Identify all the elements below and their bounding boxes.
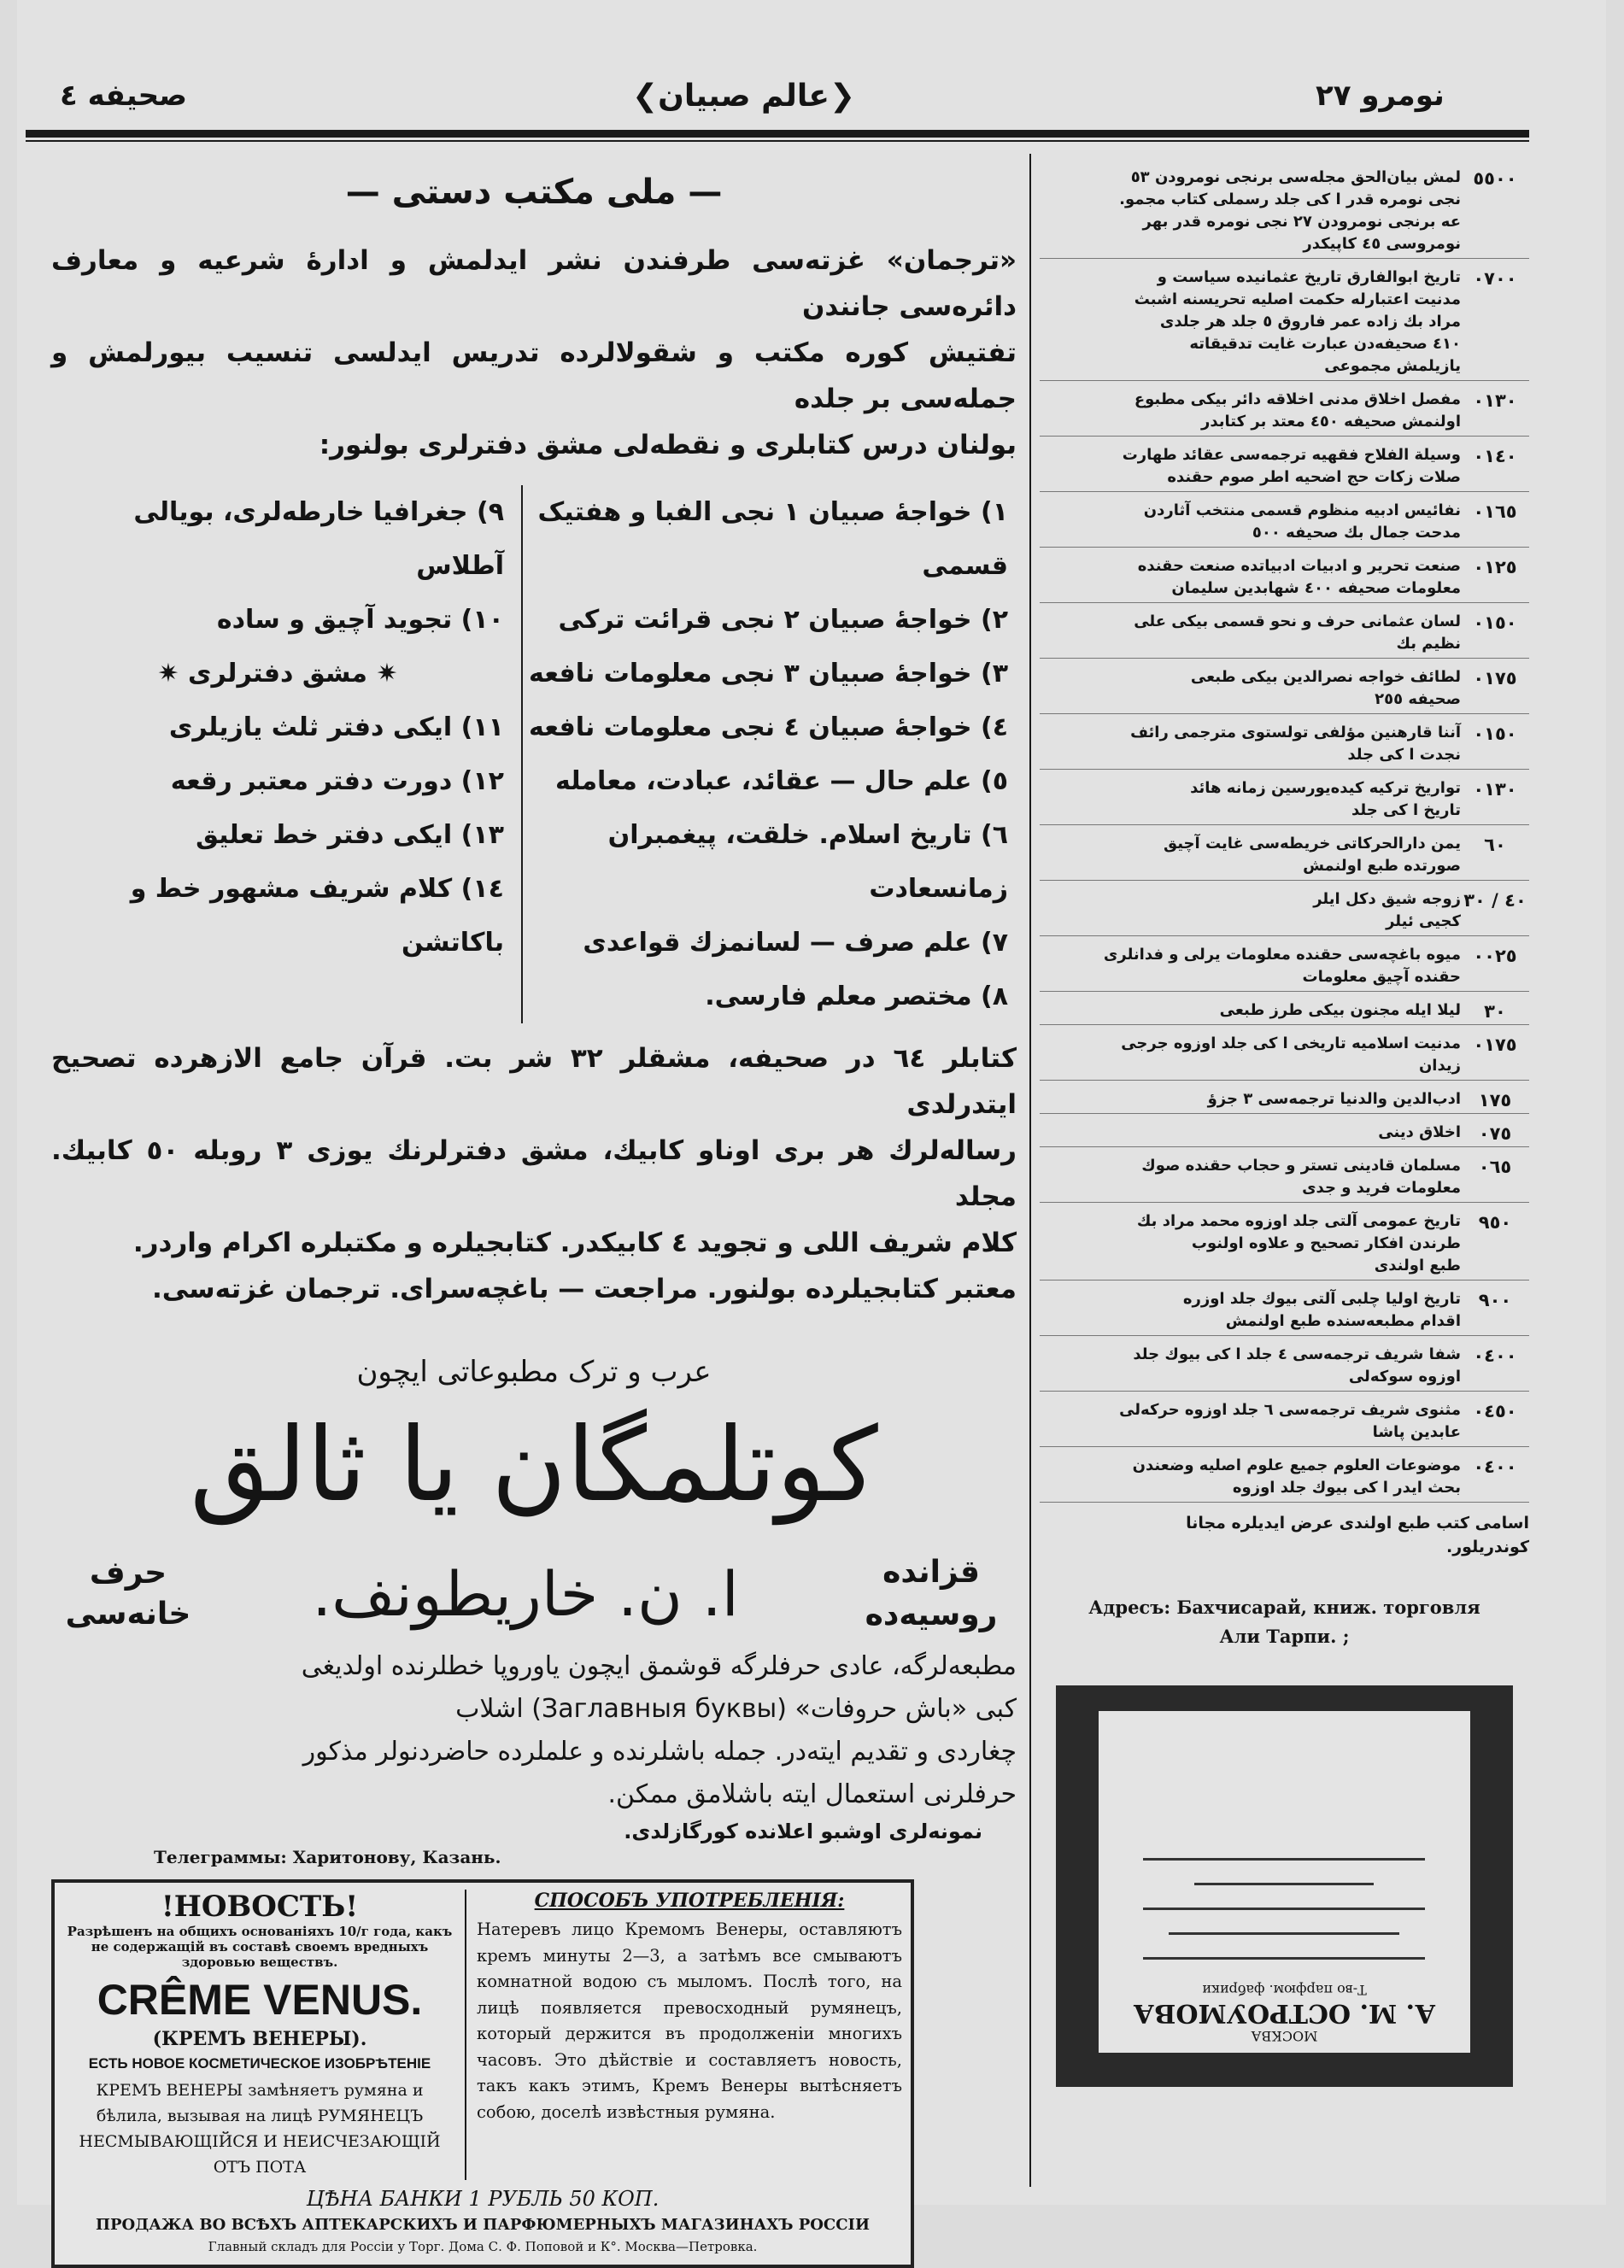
other-items-column bbox=[51, 485, 521, 1023]
type-ad-body bbox=[51, 1645, 1017, 1816]
ornament-icon: ❯ bbox=[632, 79, 659, 114]
description-line: مدحت جمال بك صحیفه ٥٠٠ bbox=[1252, 524, 1461, 542]
description-line: تاریخ ابوالفارق تاریخ عثمانیده سیاست و bbox=[1157, 268, 1461, 286]
news-label: !НОВОСТЬ! bbox=[161, 1890, 359, 1924]
permit-text: Разрѣшенъ на общихъ основаніяхъ 10/г года, какъ не содержащій въ составѣ своемъ вредныхъ здоровью веществъ. bbox=[67, 1924, 453, 1970]
type-ad-name-row bbox=[51, 1551, 1017, 1637]
address-line: Адресъ: Бахчисарай, книж. торговля bbox=[1088, 1597, 1480, 1618]
note-line: کوندریلور. bbox=[1446, 1538, 1529, 1556]
header-rule-thin bbox=[26, 140, 1529, 142]
star-ornament-icon: ✷ bbox=[157, 659, 189, 689]
price-list-entry bbox=[1040, 611, 1529, 659]
details-line: کتابلر ٦٤ در صحیفه، مشقلر ٣٢ شر بت. قرآن جامع الازهرده تصحیح ایتدرلدی bbox=[51, 1043, 1017, 1120]
price-list-entry bbox=[1040, 167, 1529, 259]
description-line: عه برنجی نومرودن ٢٧ نجی نومره قدر بهر bbox=[1142, 213, 1461, 231]
book-price: ٠٠٢٥ bbox=[1473, 946, 1517, 966]
book-description bbox=[1040, 999, 1461, 1022]
type-ad-telegram: Телеграммы: Харитонову, Казань. bbox=[154, 1847, 501, 1867]
price-list-entry bbox=[1040, 1399, 1529, 1447]
price-list-entry bbox=[1040, 777, 1529, 825]
article-lists bbox=[51, 485, 1017, 1023]
description-line: زوجه شیق دکل ایلر bbox=[1313, 890, 1461, 908]
book-price: ٤٠ / ٣٠ bbox=[1463, 890, 1527, 911]
book-description bbox=[1040, 1122, 1461, 1144]
other-item: ١٠) تجوید آچیق و ساده bbox=[216, 605, 504, 635]
description-line: تاریخ ا کی جلد bbox=[1351, 801, 1461, 819]
place-line: روسیه‌ده bbox=[865, 1597, 998, 1632]
bookstore-address bbox=[1040, 1593, 1529, 1651]
book-price: ٠٧٥ bbox=[1478, 1123, 1512, 1144]
description-line: اخلاق دینی bbox=[1378, 1123, 1461, 1141]
book-description bbox=[1040, 389, 1461, 433]
description-line: طرندن افکار تصحیح و علاوه اولنوب bbox=[1191, 1234, 1461, 1252]
book-description bbox=[1040, 777, 1461, 822]
description-line: تواریخ ترکیه کیده‌یورسین زمانه هائد bbox=[1190, 779, 1461, 797]
claim-text: КРЕМЪ ВЕНЕРЫ замѣняетъ румяна и бѣлила, вызывая на лицѣ РУМЯНЕЦЪ НЕСМЫВАЮЩІЙСЯ И НЕИСЧЕЗАЮЩІЙ ОТЪ ПОТА bbox=[79, 2081, 441, 2177]
book-description bbox=[1040, 555, 1461, 600]
address-line: Али Тарпи. ; bbox=[1219, 1626, 1350, 1647]
book-price: ٠١٢٥ bbox=[1473, 557, 1517, 577]
book-description bbox=[1040, 167, 1461, 255]
description-line: معلومات فرید و جدی bbox=[1302, 1179, 1461, 1197]
description-line: ادب‌الدین والدنیا ترجمه‌سی ٣ جزؤ bbox=[1207, 1090, 1461, 1108]
book-price: ٠١٧٥ bbox=[1473, 668, 1517, 689]
book-price: ٠٤٥٠ bbox=[1473, 1401, 1517, 1421]
other-item: ٩) جغرافیا خارطه‌لری، بویالی آطلاس bbox=[133, 497, 504, 581]
price-list-entry bbox=[1040, 1033, 1529, 1081]
book-price: ٠١٣٠ bbox=[1473, 779, 1517, 800]
type-ad-body-line: حرفلرنی استعمال ایته باشلامق ممکن. bbox=[607, 1779, 1017, 1809]
description-line: صنعت تحریر و ادبیات ادبیاتده صنعت حقنده bbox=[1137, 557, 1461, 575]
description-line: نجی نومره قدر ا کی جلد رسملی کتاب مجمو. bbox=[1119, 190, 1461, 208]
type-ad-name: ا. ن. خاریطونف. bbox=[312, 1558, 739, 1630]
ad-city: МОСКВА bbox=[1251, 2028, 1318, 2044]
description-line: صلات زکات حج اضحیه اطر صوم حقنده bbox=[1167, 468, 1461, 486]
copybook-item: ١٣) ایکی دفتر خط تعلیق bbox=[196, 820, 504, 850]
usage-title: СПОСОБЪ УПОТРЕБЛЕНІЯ: bbox=[534, 1890, 845, 1912]
price-list-entry bbox=[1040, 1155, 1529, 1203]
sale-line: ПРОДАЖА ВО ВСѢХЪ АПТЕКАРСКИХЪ И ПАРФЮМЕРНЫХЪ МАГАЗИНАХЪ РОССІИ bbox=[96, 2216, 870, 2234]
description-line: شفا شریف ترجمه‌سی ٤ جلد ا کی بیوك جلد bbox=[1133, 1345, 1461, 1363]
details-line: کلام شریف اللی و تجوید ٤ کابیکدر. کتابجیلره و مکتبلره اکرام واردر. bbox=[132, 1228, 1017, 1258]
script-lines-decoration bbox=[1144, 1858, 1426, 1960]
price-list-entry bbox=[1040, 944, 1529, 992]
textbook-item: ٤) خواجهٔ صبیان ٤ نجی معلومات نافعه bbox=[529, 712, 1008, 742]
description-line: یازیلمش مجموعی bbox=[1324, 357, 1461, 375]
book-price: ٠٦٥ bbox=[1478, 1157, 1512, 1177]
book-price: ٩٠٠ bbox=[1478, 1290, 1512, 1310]
right-column bbox=[1029, 154, 1533, 2187]
type-ad-top-line: عرب و ترک مطبوعاتی ایچون bbox=[356, 1355, 712, 1389]
book-price-list bbox=[1040, 167, 1529, 1503]
brand-name-ru: (КРЕМЪ ВЕНЕРЫ). bbox=[152, 2028, 367, 2050]
article-intro bbox=[51, 237, 1017, 468]
description-line: مثنوی شریف ترجمه‌سی ٦ جلد اوزوه حرکه‌لی bbox=[1119, 1401, 1461, 1419]
book-description bbox=[1040, 1399, 1461, 1444]
intro-line: بولنان درس کتابلری و نقطه‌لی مشق دفترلری بولنور: bbox=[319, 430, 1017, 460]
description-line: مفصل اخلاق مدنی اخلاقه دائر بیکی مطبوع bbox=[1134, 390, 1461, 408]
book-price: ٠٧٠٠ bbox=[1473, 268, 1517, 289]
title-text: عالم صبیان bbox=[658, 79, 830, 114]
description-line: لطائف خواجه نصرالدین بیکی طبعی bbox=[1190, 668, 1461, 686]
price-list-entry bbox=[1040, 1210, 1529, 1281]
price-list-entry bbox=[1040, 1288, 1529, 1336]
description-line: حقنده آچیق معلومات bbox=[1302, 968, 1461, 986]
book-price: ٠١٤٠ bbox=[1473, 446, 1517, 466]
type-ad-body-line: کبی «باش حروفات» (Заглавныя буквы) اشلاب bbox=[455, 1694, 1017, 1724]
price-list-entry bbox=[1040, 500, 1529, 548]
book-price: ٩٥٠ bbox=[1478, 1212, 1512, 1233]
book-price: ١٧٥ bbox=[1478, 1090, 1512, 1111]
textbook-item: ٨) مختصر معلم فارسی. bbox=[705, 982, 1008, 1011]
description-line: مدنیت اعتبارله حکمت اصلیه تحریسنه اشبث bbox=[1134, 290, 1461, 308]
book-description bbox=[1040, 1088, 1461, 1111]
description-line: صورتده طبع اولنمش bbox=[1303, 857, 1461, 875]
book-description bbox=[1040, 267, 1461, 378]
ornament-icon: ❮ bbox=[829, 79, 856, 114]
copybook-item: ١٢) دورت دفتر معتبر رقعه bbox=[170, 766, 504, 796]
description-line: لسان عثمانی حرف و نحو قسمی بیکی علی bbox=[1134, 612, 1461, 630]
price-list-entry bbox=[1040, 1088, 1529, 1114]
main-column bbox=[51, 162, 1017, 2268]
tagline: ЕСТЬ НОВОЕ КОСМЕТИЧЕСКОЕ ИЗОБРѢТЕНІЕ bbox=[88, 2055, 431, 2072]
description-line: نومروسی ٤٥ کاپیکدر bbox=[1303, 235, 1461, 253]
textbook-item: ٢) خواجهٔ صبیان ٢ نجی قرائت ترکی bbox=[558, 605, 1008, 635]
type-ad-body-line: مطبعه‌لرگه، عادی حرفلرگه قوشمق ایچون یاوروپا خطلرنده اولدیغی bbox=[301, 1651, 1017, 1681]
copybooks-heading-text: مشق دفترلری bbox=[188, 659, 367, 689]
description-line: موضوعات العلوم جمیع علوم اصلیه وضعندن bbox=[1132, 1456, 1461, 1474]
book-description bbox=[1040, 1210, 1461, 1277]
book-description bbox=[1040, 1033, 1461, 1077]
description-line: نظیم بك bbox=[1396, 635, 1461, 653]
description-line: اوزوه سوکه‌لی bbox=[1348, 1368, 1461, 1386]
type-ad-foundry bbox=[51, 1553, 205, 1635]
place-line: قزانده bbox=[882, 1555, 980, 1590]
description-line: تاریخ اولیا چلبی آلتی بیوك جلد اوزره bbox=[1182, 1290, 1461, 1308]
book-description bbox=[1040, 722, 1461, 766]
textbook-list bbox=[521, 485, 1017, 1023]
textbook-item: ٣) خواجهٔ صبیان ٣ نجی معلومات نافعه bbox=[529, 659, 1008, 689]
book-description bbox=[1040, 444, 1461, 489]
book-description bbox=[1040, 666, 1461, 711]
description-line: ٤١٠ صحیفه‌دن عبارت غایت تدقیقاته bbox=[1189, 335, 1461, 353]
price-list-note bbox=[1040, 1511, 1529, 1559]
description-line: طبع اولندی bbox=[1374, 1257, 1461, 1275]
description-line: عابدین پاشا bbox=[1372, 1423, 1461, 1441]
description-line: مدنیت اسلامیه تاریخی ا کی جلد اوزوه جرجی bbox=[1121, 1034, 1461, 1052]
intro-line: تفتیش کوره مکتب و شقولالرده تدریس ایدلسی تنسیب بیورلمش و جمله‌سی بر جلده bbox=[51, 337, 1017, 414]
price-list-entry bbox=[1040, 722, 1529, 770]
warehouse-line: Главный складъ для Россіи у Торг. Дома С. Ф. Поповой и К°. Москва—Петровка. bbox=[208, 2239, 758, 2254]
description-line: مسلمان قادینی تستر و حجاب حقنده صوك bbox=[1141, 1157, 1461, 1175]
price-list-entry bbox=[1040, 1455, 1529, 1503]
price-list-entry bbox=[1040, 444, 1529, 492]
other-items-list bbox=[51, 485, 504, 647]
type-ad-place bbox=[846, 1551, 1017, 1637]
price-line: ЦѢНА БАНКИ 1 РУБЛЬ 50 КОП. bbox=[306, 2187, 660, 2211]
description-line: نفائیس ادبیه منظوم قسمی منتخب آثاردن bbox=[1143, 501, 1461, 519]
intro-line: «ترجمان» غزته‌سی طرفندن نشر ایدلمش و ادارهٔ شرعیه و معارف دائره‌سی جانندن bbox=[51, 245, 1017, 322]
foundry-line: خانه‌سی bbox=[65, 1597, 191, 1632]
type-ad-samples-note: نمونه‌لری اوشبو اعلانده کورگازلدی. bbox=[624, 1820, 982, 1843]
ad-firm-line: Т-во парфюм. фабрики bbox=[1202, 1982, 1367, 1998]
header-rule bbox=[26, 130, 1529, 138]
foundry-line: حرف bbox=[89, 1556, 167, 1591]
book-price: ٠١٦٥ bbox=[1473, 501, 1517, 522]
description-line: نجدت ا کی جلد bbox=[1347, 746, 1461, 764]
textbook-item: ١) خواجهٔ صبیان ١ نجی الفبا و هفتیک قسمی bbox=[537, 497, 1008, 581]
issue-number: نومرو ٢٧ bbox=[1316, 79, 1445, 113]
book-price: ٠٤٠٠ bbox=[1473, 1345, 1517, 1366]
textbook-item: ٧) علم صرف — لسانمزك قواعدی bbox=[583, 928, 1008, 958]
description-line: میوه باغچه‌سی حقنده معلومات یرلی و فدانلری bbox=[1103, 946, 1461, 964]
note-line: اسامی کتب طبع اولندی عرض ایدیلره مجانا bbox=[1186, 1514, 1529, 1533]
book-description bbox=[1040, 1344, 1461, 1388]
usage-text: Натеревъ лицо Кремомъ Венеры, оставляютъ кремъ минуты 2—3, а затѣмъ все смываютъ комнатной водою съ мыломъ. Послѣ того, на лицѣ появляется превосходный румянецъ, который держится въ продолженіи многихъ часовъ. Это дѣйствіе и составляетъ новость, такъ какъ этимъ, Кремъ Венеры вытѣсняетъ собою, доселѣ извѣстныя румяна. bbox=[477, 1919, 902, 2122]
book-price: ٥٥٠٠ bbox=[1473, 168, 1517, 189]
description-line: یمن دارالحرکاتی خریطه‌سی غایت آچیق bbox=[1163, 835, 1461, 853]
creme-venus-ad bbox=[51, 1879, 914, 2268]
book-description bbox=[1040, 1288, 1461, 1333]
description-line: لمش بیان‌الحق مجله‌سی برنجی نومرودن ٥٣ bbox=[1130, 168, 1461, 186]
details-line: رساله‌لرك هر بری اوناو کابیك، مشق دفترلرنك یوزی ٣ روبله ٥٠ کابیك. مجلد bbox=[51, 1135, 1017, 1212]
description-line: صحیفه ٢٥٥ bbox=[1375, 690, 1461, 708]
ad-firm-name: А. М. ОСТРОУМОВА bbox=[1133, 1998, 1436, 2028]
details-line: معتبر کتابجیلرده بولنور. مراجعت — باغچه‌سرای. ترجمان غزته‌سی. bbox=[152, 1274, 1017, 1304]
book-description bbox=[1040, 1155, 1461, 1199]
type-ad-body-line: چغاردی و تقدیم ایته‌در. جمله باشلرنده و علملرده حاضردنولر مذکور bbox=[302, 1737, 1017, 1767]
description-line: زیدان bbox=[1418, 1057, 1461, 1075]
type-ad-headline: کوتلمگان یا ثالق bbox=[190, 1406, 878, 1525]
price-list-entry bbox=[1040, 1344, 1529, 1392]
book-description bbox=[1040, 944, 1461, 988]
article-details bbox=[51, 1035, 1017, 1312]
textbook-item: ٦) تاریخ اسلام. خلقت، پیغمبران زمانسعادت bbox=[607, 820, 1008, 904]
price-list-entry bbox=[1040, 267, 1529, 381]
newspaper-title bbox=[632, 79, 855, 114]
ostroumov-ad bbox=[1056, 1685, 1513, 2087]
book-price: ٠١٥٠ bbox=[1473, 612, 1517, 633]
price-list-entry bbox=[1040, 888, 1529, 936]
book-price: ٠١٥٠ bbox=[1473, 724, 1517, 744]
price-list-entry bbox=[1040, 389, 1529, 437]
copybooks-heading bbox=[51, 647, 504, 700]
price-list-entry bbox=[1040, 833, 1529, 881]
price-list-entry bbox=[1040, 999, 1529, 1025]
price-list-entry bbox=[1040, 666, 1529, 714]
description-line: بحث ایدر ا کی بیوك جلد اوزوه bbox=[1232, 1479, 1461, 1497]
description-line: آننا قارهنین مؤلفی تولستوی مترجمی رائف bbox=[1130, 724, 1461, 741]
book-price: ٣٠ bbox=[1484, 1001, 1506, 1022]
description-line: لیلا ایله مجنون بیکی طرز طبعی bbox=[1219, 1001, 1461, 1019]
description-line: اقدام مطبعه‌سنده طبع اولنمش bbox=[1225, 1312, 1461, 1330]
price-list-entry bbox=[1040, 555, 1529, 603]
description-line: وسیلة الفلاح فقهیه ترجمه‌سی عقائد طهارت bbox=[1122, 446, 1461, 464]
book-description bbox=[1040, 500, 1461, 544]
star-ornament-icon: ✷ bbox=[366, 659, 398, 689]
book-description bbox=[1040, 1455, 1461, 1499]
description-line: معلومات صحیفه ٤٠٠ شهابدین سلیمان bbox=[1171, 579, 1461, 597]
book-description bbox=[1040, 833, 1461, 877]
copybook-item: ١٤) کلام شریف مشهور خط و باکاتشن bbox=[130, 874, 504, 958]
book-description bbox=[1040, 611, 1461, 655]
book-description bbox=[1040, 888, 1461, 933]
page-number: صحیفه ٤ bbox=[60, 79, 187, 113]
copybooks-list bbox=[51, 700, 504, 970]
copybook-item: ١١) ایکی دفتر ثلث یازیلری bbox=[168, 712, 504, 742]
book-price: ٠٤٠٠ bbox=[1473, 1456, 1517, 1477]
book-price: ٦٠ bbox=[1484, 835, 1506, 855]
book-price: ٠١٧٥ bbox=[1473, 1034, 1517, 1055]
article-heading: — ملی مکتب دستی — bbox=[345, 173, 723, 212]
description-line: مراد بك زاده عمر فاروق ٥ جلد هر جلدی bbox=[1159, 313, 1461, 331]
brand-name: CRÊME VENUS. bbox=[97, 1976, 423, 2024]
description-line: کجیی ئیلر bbox=[1386, 912, 1461, 930]
book-price: ٠١٣٠ bbox=[1473, 390, 1517, 411]
price-list-entry bbox=[1040, 1122, 1529, 1147]
description-line: اولنمش صحیفه ٤٥٠ معتد بر کتابدر bbox=[1201, 413, 1461, 431]
description-line: تاریخ عمومی آلتی جلد اوزوه محمد مراد بك bbox=[1136, 1212, 1461, 1230]
textbook-item: ٥) علم حال — عقائد، عبادت، معامله bbox=[555, 766, 1008, 796]
